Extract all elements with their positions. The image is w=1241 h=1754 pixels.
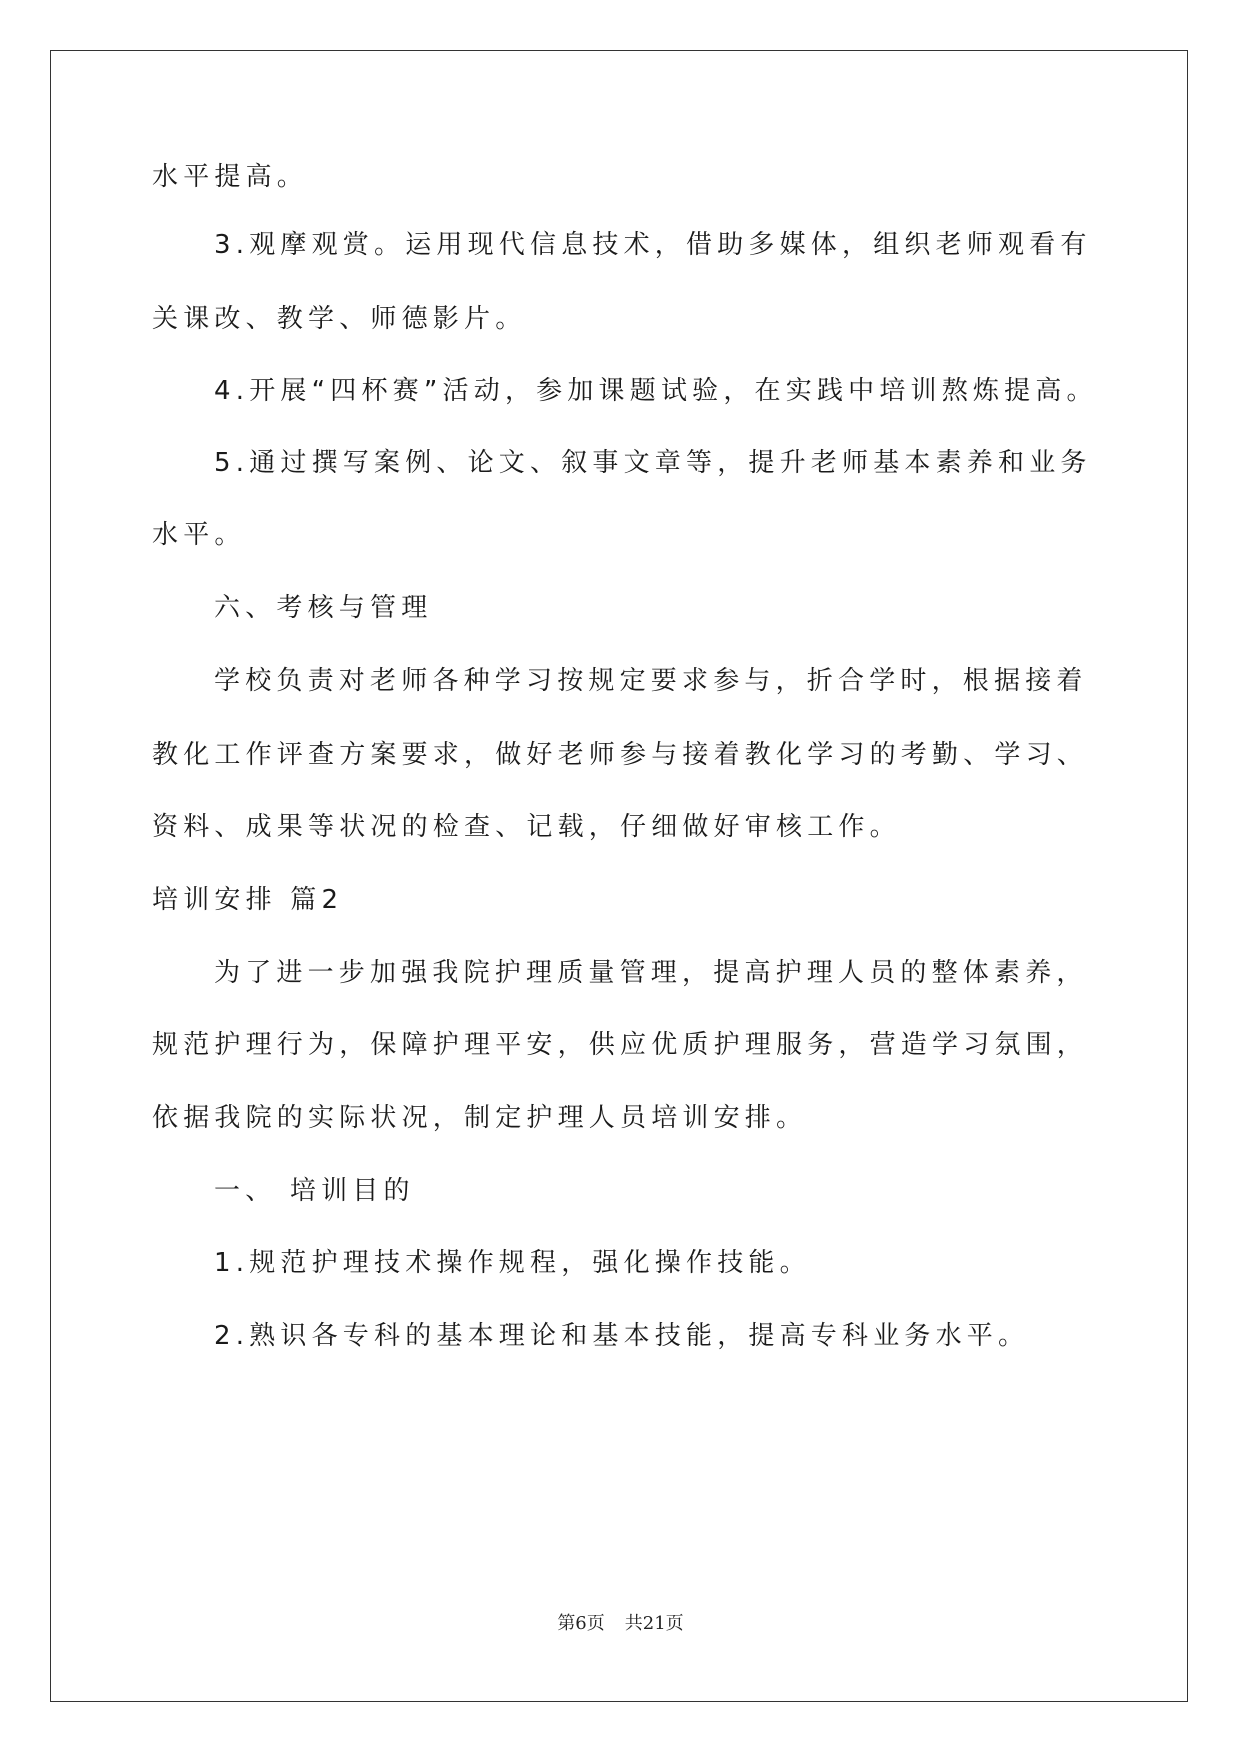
- text-line-2: 3.观摩观赏。运用现代信息技术，借助多媒体，组织老师观看有: [214, 230, 1092, 260]
- text-line-5: 5.通过撰写案例、论文、叙事文章等，提升老师基本素养和业务: [214, 448, 1092, 478]
- text-line-6: 水平。: [152, 520, 246, 550]
- text-line-4: 4.开展“四杯赛”活动，参加课题试验，在实践中培训熬炼提高。: [214, 376, 1098, 406]
- text-line-12: 为了进一步加强我院护理质量管理，提高护理人员的整体素养，: [214, 958, 1088, 988]
- page-border: [50, 50, 1188, 1702]
- section-heading-goals: 一、 培训目的: [214, 1176, 415, 1206]
- page-footer: [0, 1612, 1241, 1636]
- text-line-13: 规范护理行为，保障护理平安，供应优质护理服务，营造学习氛围，: [152, 1030, 1089, 1060]
- text-line-14: 依据我院的实际状况，制定护理人员培训安排。: [152, 1103, 808, 1133]
- text-line-17: 2.熟识各专科的基本理论和基本技能，提高专科业务水平。: [214, 1321, 1030, 1351]
- text-line-8: 学校负责对老师各种学习按规定要求参与，折合学时，根据接着: [214, 666, 1088, 696]
- total-page-count: 共21页: [624, 1613, 684, 1634]
- current-page-number: 第6页: [557, 1613, 605, 1634]
- text-line-3: 关课改、教学、师德影片。: [152, 304, 527, 334]
- text-line-9: 教化工作评查方案要求，做好老师参与接着教化学习的考勤、学习、: [152, 740, 1089, 770]
- text-line-10: 资料、成果等状况的检查、记载，仔细做好审核工作。: [152, 812, 901, 842]
- section-heading-assessment: 六、考核与管理: [214, 593, 433, 623]
- text-line-16: 1.规范护理技术操作规程，强化操作技能。: [214, 1248, 811, 1278]
- text-line-1: 水平提高。: [152, 162, 309, 192]
- article-heading: 培训安排 篇2: [152, 885, 344, 915]
